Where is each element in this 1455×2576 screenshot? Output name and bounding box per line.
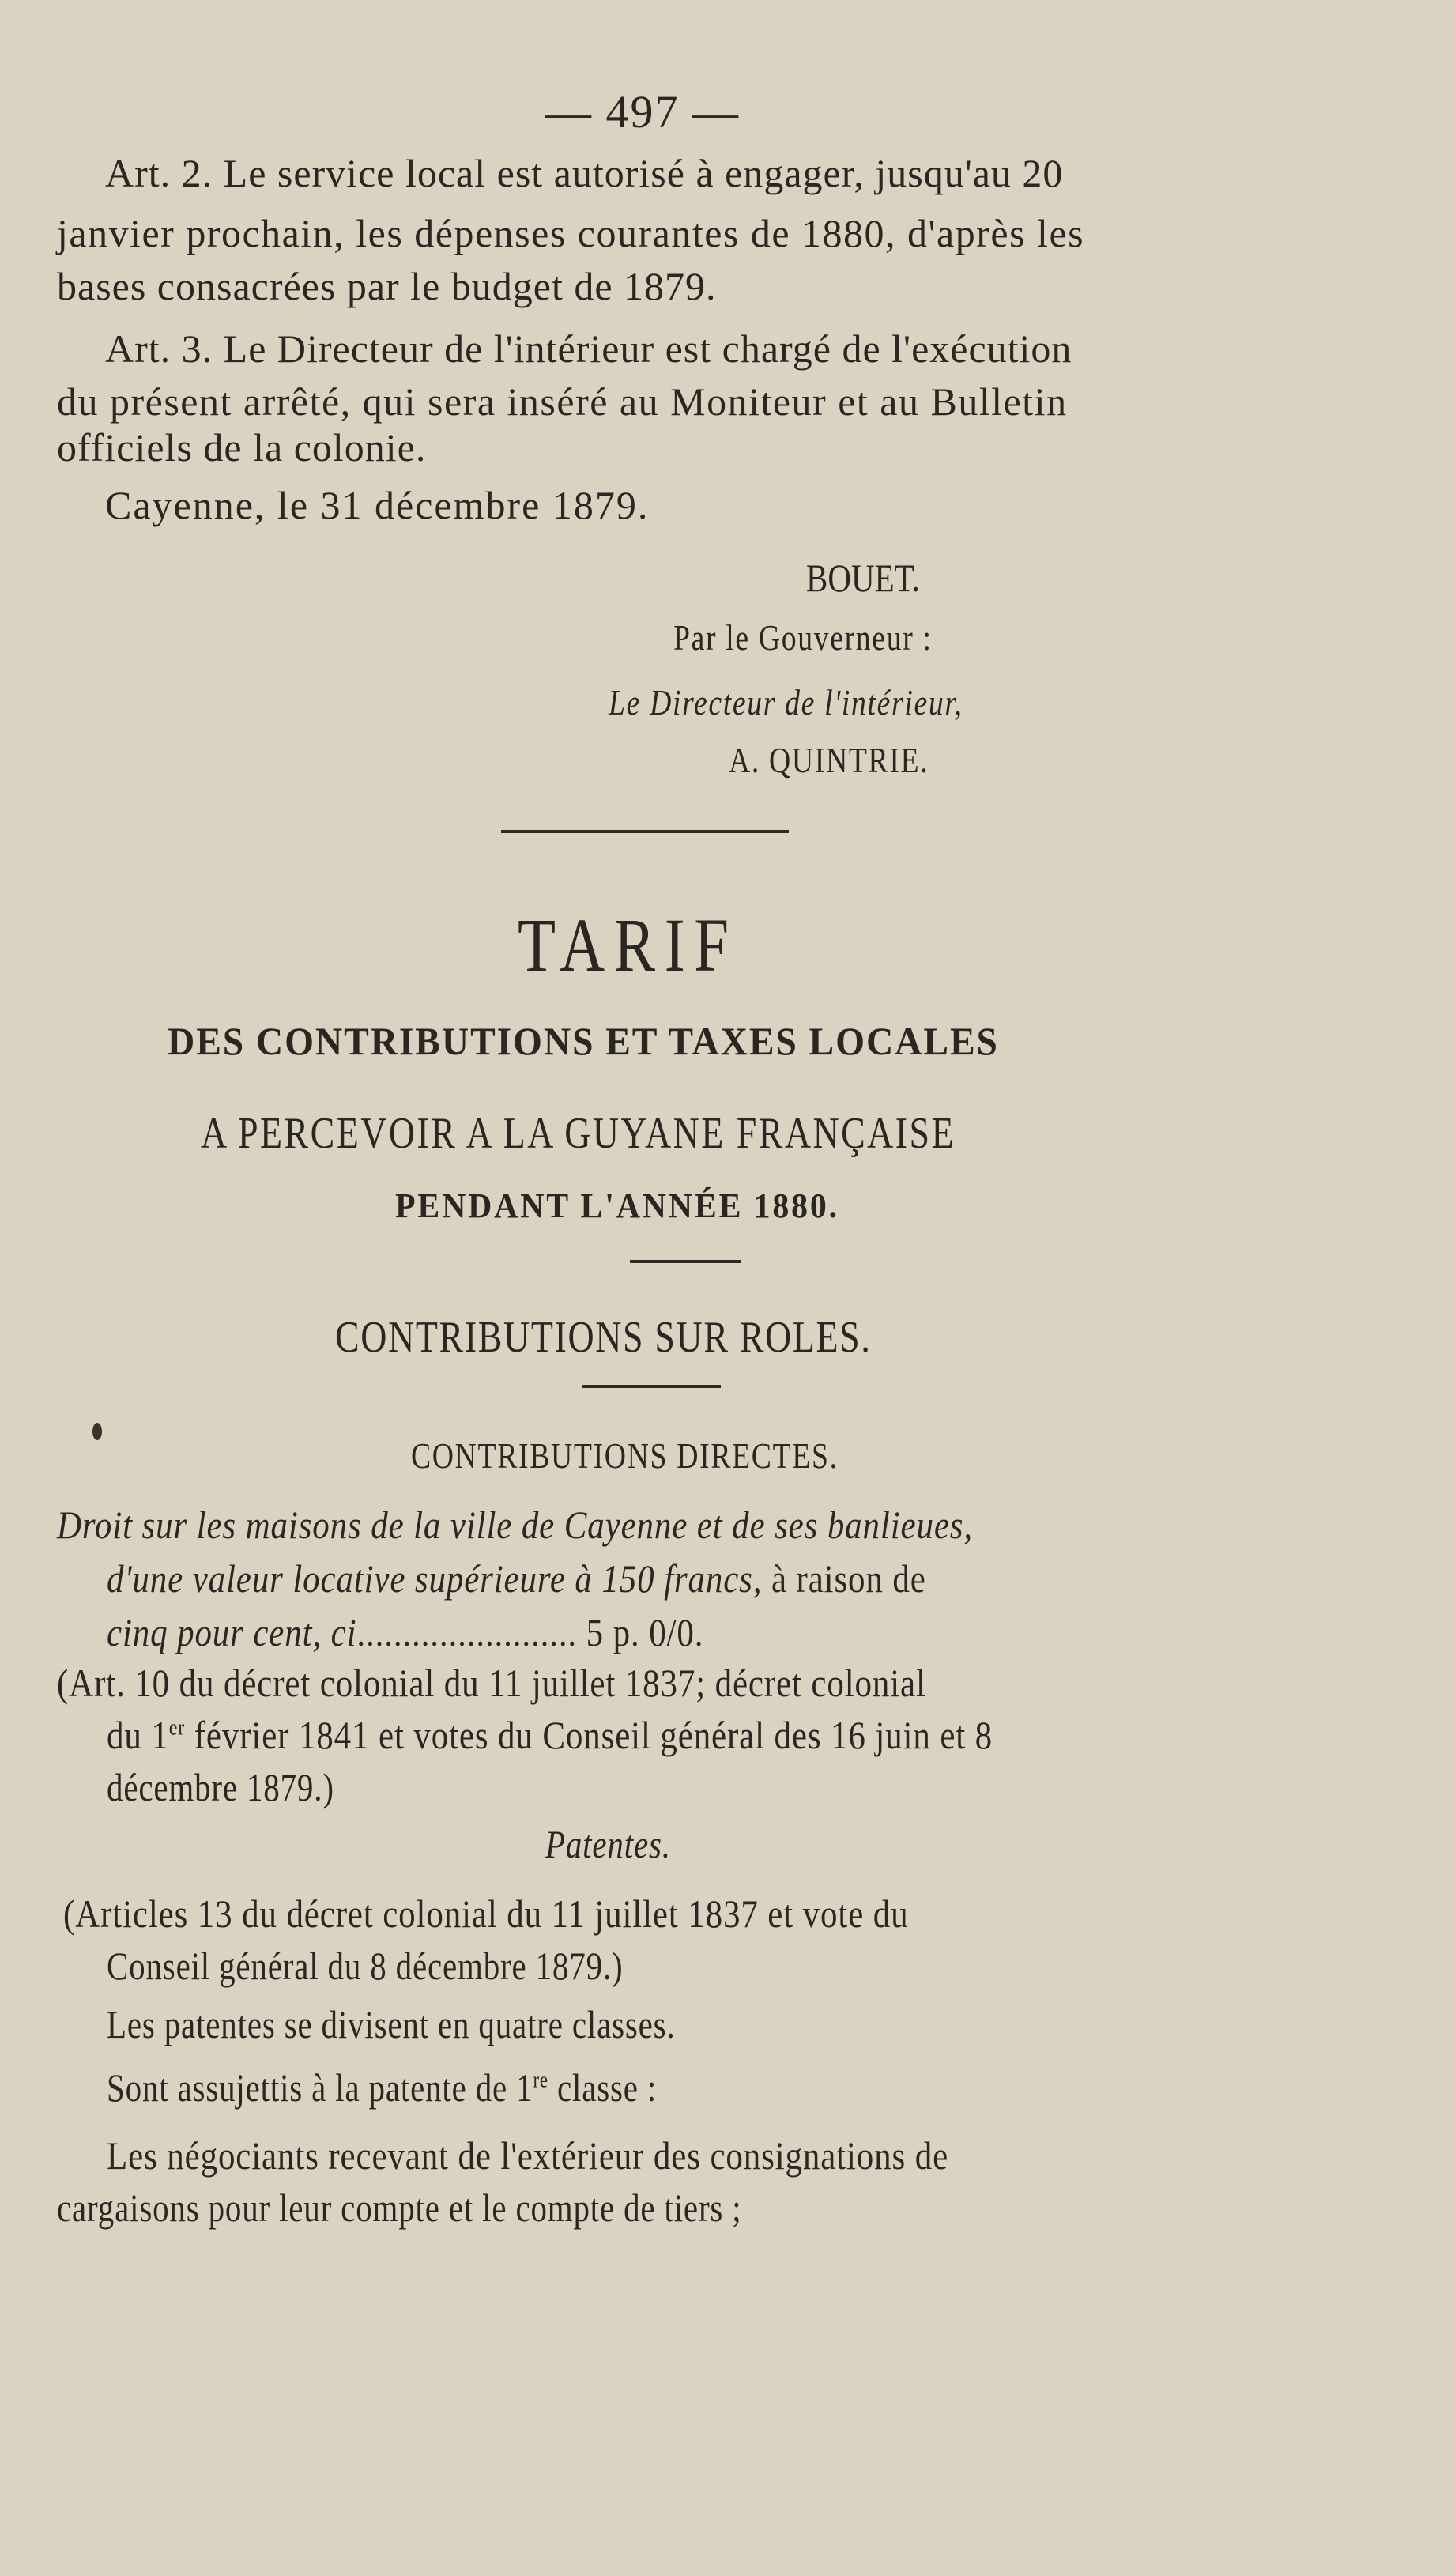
articles13-line-1: (Articles 13 du décret colonial du 11 juillet 1837 et vote du bbox=[63, 1891, 909, 1936]
divider-rule bbox=[501, 830, 789, 833]
classes-line: Les patentes se divisent en quatre classes. bbox=[107, 2002, 676, 2046]
heading-sub-3: PENDANT L'ANNÉE 1880. bbox=[395, 1186, 839, 1225]
heading-sub-2: A PERCEVOIR A LA GUYANE FRANÇAISE bbox=[201, 1109, 956, 1158]
signature-name: BOUET. bbox=[806, 556, 920, 600]
art3-line-2: du présent arrêté, qui sera inséré au Moniteur et au Bulletin bbox=[57, 379, 1068, 424]
heading-rule bbox=[630, 1260, 741, 1263]
art3-line-1: Art. 3. Le Directeur de l'intérieur est chargé de l'exécution bbox=[105, 326, 1072, 371]
droit-line-2: d'une valeur locative supérieure à 150 francs, à raison de bbox=[107, 1556, 926, 1601]
page-number: — 497 — bbox=[545, 86, 740, 138]
section-title: CONTRIBUTIONS SUR ROLES. bbox=[335, 1313, 872, 1362]
assujettis-line: Sont assujettis à la patente de 1re classe : bbox=[107, 2065, 658, 2110]
negociants-line-1: Les négociants recevant de l'extérieur des consignations de bbox=[107, 2133, 949, 2178]
droit-line-1: Droit sur les maisons de la ville de Cayenne et de ses banlieues, bbox=[57, 1503, 973, 1547]
tarif-title: TARIF bbox=[518, 903, 738, 987]
heading-sub-1: DES CONTRIBUTIONS ET TAXES LOCALES bbox=[168, 1019, 999, 1063]
signature-role: Le Directeur de l'intérieur, bbox=[609, 682, 963, 722]
art10-line-2: du 1er février 1841 et votes du Conseil général des 16 juin et 8 bbox=[107, 1713, 993, 1757]
section-rule bbox=[582, 1385, 721, 1388]
negociants-line-2: cargaisons pour leur compte et le compte de tiers ; bbox=[57, 2186, 742, 2230]
art2-line-2: janvier prochain, les dépenses courantes de 1880, d'après les bbox=[57, 211, 1085, 255]
ink-speck bbox=[92, 1423, 102, 1440]
patentes-title: Patentes. bbox=[545, 1822, 671, 1866]
articles13-line-2: Conseil général du 8 décembre 1879.) bbox=[107, 1944, 624, 1988]
droit-line-3: cinq pour cent, ci........................ 5 p. 0/0. bbox=[107, 1610, 704, 1654]
subsection-title: CONTRIBUTIONS DIRECTES. bbox=[411, 1435, 839, 1476]
art3-line-3: officiels de la colonie. bbox=[57, 425, 427, 470]
signature-by: Par le Gouverneur : bbox=[673, 617, 933, 658]
art2-line-1: Art. 2. Le service local est autorisé à engager, jusqu'au 20 bbox=[105, 151, 1064, 195]
art2-line-3: bases consacrées par le budget de 1879. bbox=[57, 264, 717, 308]
date-line: Cayenne, le 31 décembre 1879. bbox=[105, 483, 650, 527]
art10-line-3: décembre 1879.) bbox=[107, 1765, 334, 1809]
signature-signer: A. QUINTRIE. bbox=[729, 740, 929, 780]
art10-line-1: (Art. 10 du décret colonial du 11 juillet 1837; décret colonial bbox=[57, 1661, 926, 1705]
